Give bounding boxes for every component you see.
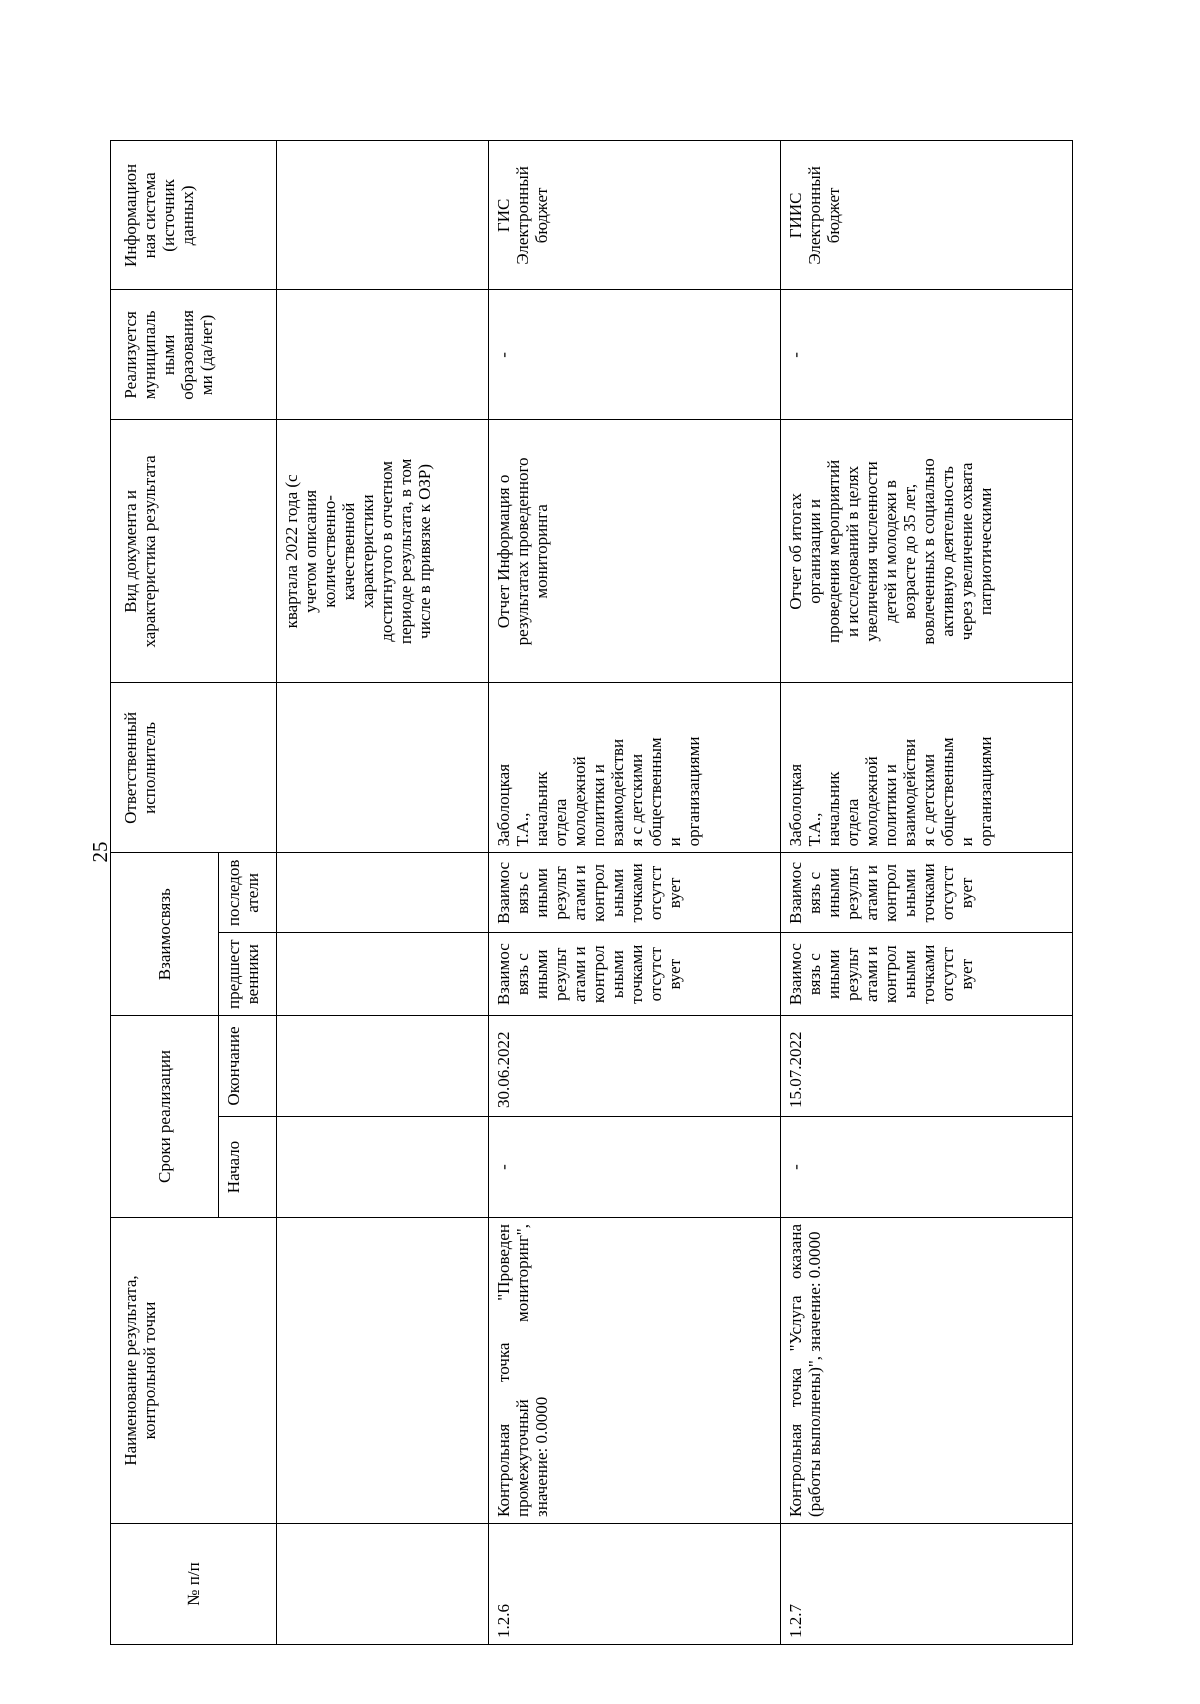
cell-end: 30.06.2022 <box>489 1016 781 1117</box>
header-terms: Сроки реализации <box>111 1016 219 1218</box>
table-row <box>277 141 489 1645</box>
cell-successors <box>277 853 489 933</box>
cell-doc: квартала 2022 года (с учетом описания количественно- качественной характеристики достигнутого в отчетном периоде результата, в том числе в привязке к ОЗР) <box>277 420 489 683</box>
header-municipal: Реализуется муниципаль ными образования ми (да/нет) <box>111 290 277 420</box>
cell-predecessors <box>277 933 489 1016</box>
cell-num: 1.2.7 <box>781 1524 1073 1645</box>
plan-table <box>110 140 1073 1645</box>
cell-predecessors: Взаимос вязь с иными результ атами и контрол ьными точками отсутст вует <box>781 933 1073 1016</box>
cell-num: 1.2.6 <box>489 1524 781 1645</box>
header-start: Начало <box>219 1117 277 1218</box>
header-end: Окончание <box>219 1016 277 1117</box>
header-links: Взаимосвязь <box>111 853 219 1016</box>
cell-predecessors: Взаимос вязь с иными результ атами и контрол ьными точками отсутст вует <box>489 933 781 1016</box>
cell-system: ГИИС Электронный бюджет <box>781 141 1073 290</box>
cell-system <box>277 141 489 290</box>
header-successors: последов атели <box>219 853 277 933</box>
table-row <box>781 141 1073 1645</box>
cell-start: - <box>489 1117 781 1218</box>
cell-end: 15.07.2022 <box>781 1016 1073 1117</box>
header-doc: Вид документа и характеристика результата <box>111 420 277 683</box>
cell-successors: Взаимос вязь с иными результ атами и контрол ьными точками отсутст вует <box>489 853 781 933</box>
table-header-row-1 <box>111 141 219 1645</box>
cell-successors: Взаимос вязь с иными результ атами и контрол ьными точками отсутст вует <box>781 853 1073 933</box>
table-row <box>489 141 781 1645</box>
header-system: Информацион ная система (источник данных) <box>111 141 277 290</box>
cell-name: Контрольная точка "Услуга оказана (работы выполнены)", значение: 0.0000 <box>781 1218 1073 1524</box>
cell-municipal: - <box>489 290 781 420</box>
rotated-page-content <box>110 0 1200 1645</box>
cell-name <box>277 1218 489 1524</box>
cell-system: ГИС Электронный бюджет <box>489 141 781 290</box>
cell-municipal: - <box>781 290 1073 420</box>
header-num: № п/п <box>111 1524 277 1645</box>
cell-doc: Отчет Информация о результатах проведенного мониторинга <box>489 420 781 683</box>
header-executor: Ответственный исполнитель <box>111 683 277 853</box>
cell-end <box>277 1016 489 1117</box>
header-predecessors: предшест венники <box>219 933 277 1016</box>
cell-executor: Заболоцкая Т.А., начальник отдела молодежной политики и взаимодействи я с детскими общественным и организациями <box>489 683 781 853</box>
cell-num <box>277 1524 489 1645</box>
cell-executor: Заболоцкая Т.А., начальник отдела молодежной политики и взаимодействи я с детскими общественным и организациями <box>781 683 1073 853</box>
cell-executor <box>277 683 489 853</box>
cell-name: Контрольная точка "Проведен промежуточный мониторинг", значение: 0.0000 <box>489 1218 781 1524</box>
cell-start: - <box>781 1117 1073 1218</box>
header-name: Наименование результата, контрольной точки <box>111 1218 277 1524</box>
page-number: 25 <box>88 841 112 863</box>
cell-doc: Отчет об итогах организации и проведения мероприятий и исследований в целях увеличения численности детей и молодежи в возрасте до 35 лет, вовлеченных в социально активную деятельность через увеличение охвата патриотическими <box>781 420 1073 683</box>
cell-start <box>277 1117 489 1218</box>
cell-municipal <box>277 290 489 420</box>
